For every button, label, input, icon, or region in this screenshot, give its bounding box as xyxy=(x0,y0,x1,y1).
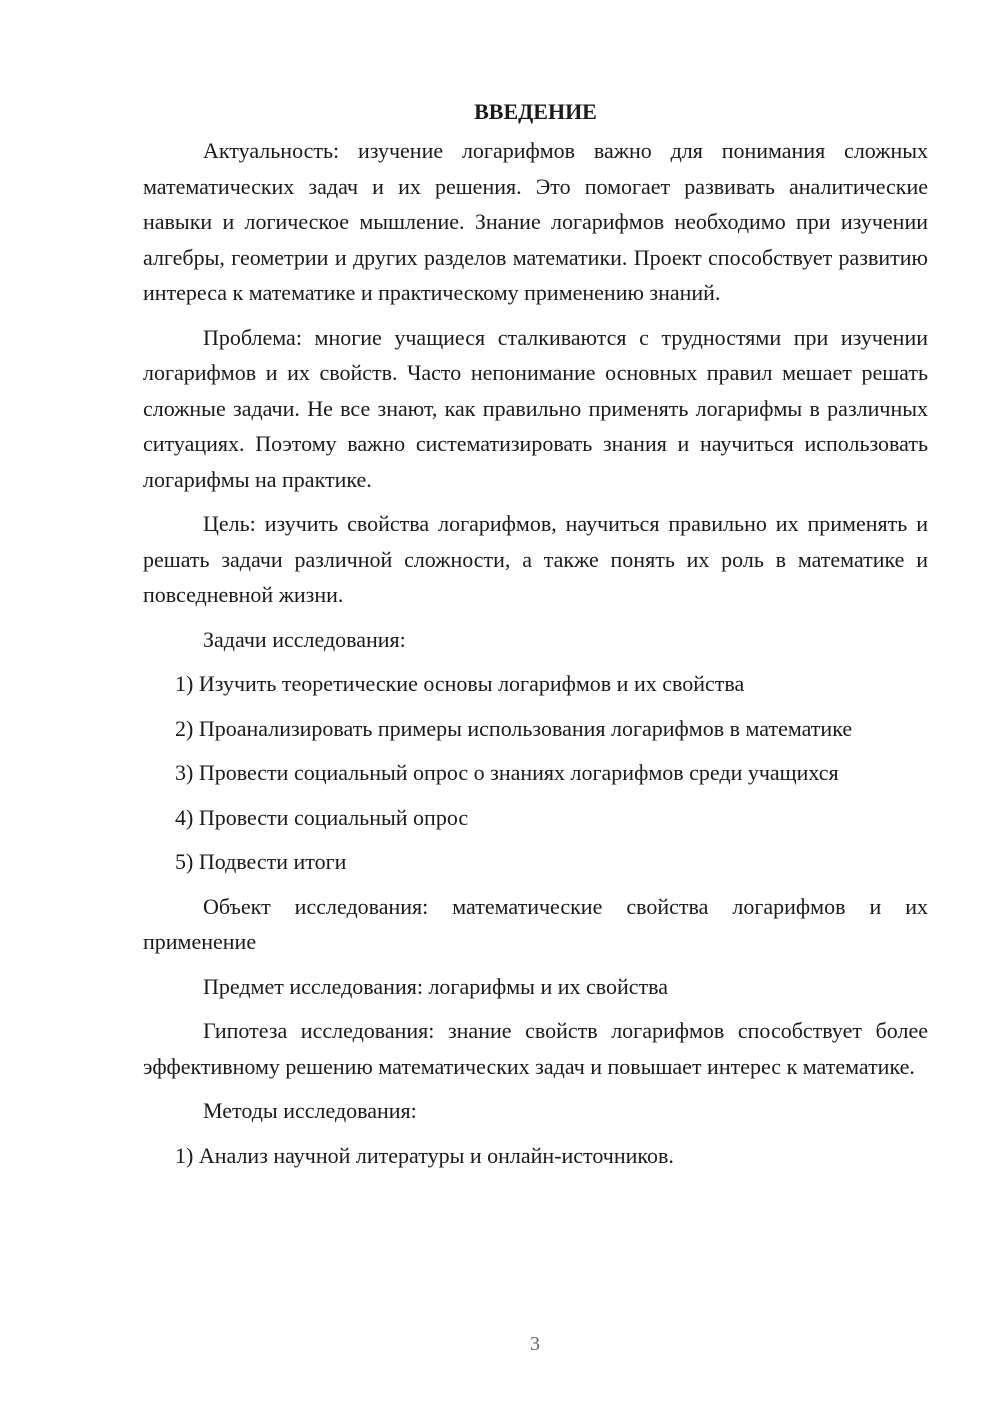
page-content xyxy=(143,94,928,1182)
task-item: 4) Провести социальный опрос xyxy=(175,804,469,830)
task-item: 5) Подвести итоги xyxy=(175,849,347,874)
task-item: 1) Изучить теоретические основы логарифмов и их свойства xyxy=(175,671,745,696)
page-number: 3 xyxy=(530,1333,540,1355)
paragraph-problem: Проблема: многие учащиеся сталкиваются с трудностями при изучении логарифмов и их свойств. Часто непонимание основных правил мешает решать сложные задачи. Не все знают, как правильно применять логарифмы в различных ситуациях. Поэтому важно систематизировать знания и научиться использовать логарифмы на практике. xyxy=(143,324,928,492)
task-item: 3) Провести социальный опрос о знаниях логарифмов среди учащихся xyxy=(175,760,839,785)
tasks-heading: Задачи исследования: xyxy=(203,626,406,652)
task-item: 2) Проанализировать примеры использования логарифмов в математике xyxy=(175,715,853,741)
paragraph-object: Объект исследования: математические свойства логарифмов и их применение xyxy=(143,893,928,954)
paragraph-hypothesis: Гипотеза исследования: знание свойств логарифмов способствует более эффективному решению математических задач и повышает интерес к математике. xyxy=(143,1018,928,1079)
section-title: ВВЕДЕНИЕ xyxy=(474,99,597,124)
paragraph-goal: Цель: изучить свойства логарифмов, научиться правильно их применять и решать задачи различной сложности, а также понять их роль в математике и повседневной жизни. xyxy=(143,511,928,607)
paragraph-relevance: Актуальность: изучение логарифмов важно для понимания сложных математических задач и их решения. Это помогает развивать аналитические навыки и логическое мышление. Знание логарифмов необходимо при изучении алгебры, геометрии и других разделов математики. Проект способствует развитию интереса к математике и практическому применению знаний. xyxy=(143,138,928,305)
method-item: 1) Анализ научной литературы и онлайн-источников. xyxy=(175,1142,674,1168)
methods-heading: Методы исследования: xyxy=(203,1098,417,1123)
paragraph-subject: Предмет исследования: логарифмы и их свойства xyxy=(203,973,669,999)
